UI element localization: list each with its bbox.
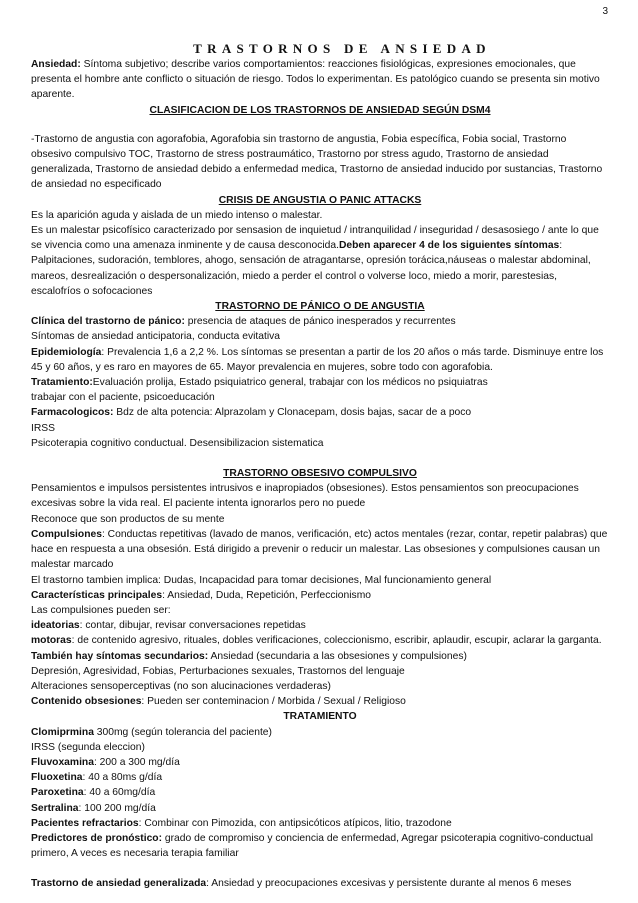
treatment-panic-line2: trabajar con el paciente, psicoeducación [31,392,215,404]
gad-label: Trastorno de ansiedad generalizada [31,878,207,890]
panic-attacks-heading: CRISIS DE ANGUSTIA O PANIC ATTACKS [218,194,422,206]
compulsions-text: : Conductas repetitivas (lavado de manos, verificación, etc) actos mentales (rezar, contar, repetir palabras) que hace en respuesta a una obsesión. Está dirigido a prevenir o reducir un malestar. Las obsesiones y compulsiones causan un malestar marcado [31,528,608,571]
clomipramine-text: 300mg (según tolerancia del paciente) [93,726,272,738]
ocd-motor [31,633,609,648]
secondary-label: También hay síntomas secundarios: [31,650,209,662]
panic-attacks-definition: Es la aparición aguda y aislada de un miedo intenso o malestar. [31,209,323,221]
gad-line [31,876,609,891]
fluvoxamine-text: : 200 a 300 mg/día [93,756,180,768]
paroxetine-text: : 40 a 60mg/día [83,787,156,799]
prognosis-label: Predictores de pronóstico: [31,832,163,844]
prognosis-text: grado de compromiso y conciencia de enfermedad, Agregar psicoterapia cognitivo-conductual primero, A veces es necesaria terapia familiar [31,832,594,860]
sertraline [31,801,609,816]
treatment-heading: TRATAMIENTO [283,711,357,723]
treatment-text: Evaluación prolija, Estado psiquiatrico general, trabajar con los médicos no psiquiatras [92,377,488,389]
panic-attacks-description [31,223,609,253]
motor-text: : de contenido agresivo, rituales, dobles verificaciones, coleccionismo, escribir, aplaudir, escupir, aclarar la garganta. [71,635,602,647]
main-features-label: Características principales [31,589,163,601]
panic-clinic [31,314,609,329]
clomipramine-label: Clomiprmina [31,726,94,738]
gad-text: : Ansiedad y preocupaciones excesivas y persistente durante al menos 6 meses [206,878,572,890]
ocd-depression: Depresión, Agresividad, Fobias, Perturbaciones sexuales, Trastornos del lenguaje [31,665,405,677]
content-text: : Pueden ser conteminacion / Morbida / Sexual / Religioso [141,696,406,708]
anxiety-definition [31,57,609,103]
ocd-ideational [31,618,609,633]
pharmacological [31,405,609,420]
fluoxetine-text: : 40 a 80ms g/día [82,772,163,784]
content-label: Contenido obsesiones [31,696,142,708]
epidemiology-label: Epidemiología [31,346,102,358]
refractory-text: : Combinar con Pimozida, con antipsicóticos atípicos, litio, trazodone [138,817,452,829]
spacer [31,861,609,876]
pharmacological-text: Bdz de alta potencia: Alprazolam y Clonacepam, dosis bajas, sacar de a poco [113,407,472,419]
ocd-implies: El trastorno tambien implica: Dudas, Incapacidad para tomar decisiones, Mal funcionamiento general [31,574,492,586]
epidemiology [31,345,609,375]
secondary-text: Ansiedad (secundaria a las obsesiones y compulsiones) [208,650,467,662]
page-number: 3 [602,6,608,17]
ocd-main-features [31,588,609,603]
motor-label: motoras [31,635,72,647]
ocd-content [31,694,609,709]
fluvoxamine [31,755,609,770]
ocd-senso: Alteraciones sensoperceptivas (no son alucinaciones verdaderas) [31,680,331,692]
pharmacological-label: Farmacologicos: [31,407,114,419]
ocd-heading: TRASTORNO OBSESIVO COMPULSIVO [223,468,417,480]
refractory-label: Pacientes refractarios [31,817,139,829]
main-features-text: : Ansiedad, Duda, Repetición, Perfeccionismo [162,589,371,601]
fluoxetine [31,770,609,785]
panic-symptoms-criteria: Deben aparecer 4 de los siguientes síntomas [338,240,560,252]
irss-line: IRSS [31,422,56,434]
panic-description-text: Es un malestar psicofísico caracterizado por sensasion de inquietud / intranquilidad / inseguridad / desasosiego / ante lo que se vivencia como una amenaza inminente y de causa desconocida. [31,225,599,252]
classification-text: -Trastorno de angustia con agorafobia, Agorafobia sin trastorno de angustia, Fobia específica, Fobia social, Trastorno obsesivo compulsivo TOC, Trastorno de stress postraumático, Trastorno por stress agudo, Trastorno de ansiedad generalizada, Trastorno de ansiedad debido a enfermedad medica, Trastorno de ansiedad inducido por sustancias, Trastorno de ansiedad no especificado [31,133,603,191]
ocd-secondary [31,649,609,664]
ideational-text: : contar, dibujar, revisar conversaciones repetidas [79,620,306,632]
ideational-label: ideatorias [31,620,80,632]
panic-symptoms-list: Palpitaciones, sudoración, temblores, ahogo, sensación de atragantarse, opresión torácica,náuseas o malestar abdominal, mareos, desrealización o despersonalización, miedo a perder el control o volverse loco, miedo a morir, parestesias, escalofríos o sofocaciones [31,255,591,297]
ocd-obsessions: Pensamientos e impulsos persistentes intrusivos e inapropiados (obsesiones). Estos pensamientos son preocupaciones excesivas sobre la vida real. El paciente intenta ignorarlos pero no puede [31,483,579,510]
fluvoxamine-label: Fluvoxamina [31,756,94,768]
paroxetine-label: Paroxetina [31,787,84,799]
epidemiology-text: : Prevalencia 1,6 a 2,2 %. Los síntomas se presentan a partir de los 20 años o más tarde. Disminuye entre los 45 y 60 años, y es raro en mayores de 65. Mayor prevalencia en mujeres, sobre todo con agorafobia. [31,346,604,373]
anxiety-label: Ansiedad: [31,59,81,70]
panic-clinic-label: Clínica del trastorno de pánico: [31,316,185,328]
paroxetine [31,785,609,800]
clomipramine [31,725,609,740]
treatment-panic [31,375,609,390]
classification-heading: CLASIFICACION DE LOS TRASTORNOS DE ANSIEDAD SEGÚN DSM4 [149,104,491,116]
psychotherapy-line: Psicoterapia cognitivo conductual. Desensibilizacion sistematica [31,437,324,449]
page-title: TRASTORNOS DE ANSIEDAD [193,41,491,56]
anxiety-text: Síntoma subjetivo; describe varios comportamientos: reacciones fisiológicas, expresiones emocionales, que presenta el hombre ante conflicto o situación de riesgo. Todos lo experimentan. Es patológico cuando se presenta sin motivo aparente. [31,59,600,101]
page-content [31,41,609,892]
refractory-patients [31,816,609,831]
colon: : [559,240,563,252]
spacer [31,451,609,466]
irss-second: IRSS (segunda eleccion) [31,741,145,753]
ocd-recognizes: Reconoce que son productos de su mente [31,513,225,525]
prognosis-predictors [31,831,609,861]
ocd-can-be: Las compulsiones pueden ser: [31,604,171,616]
spacer [31,118,609,132]
panic-clinic-text: presencia de ataques de pánico inesperados y recurrentes [184,316,456,328]
sertraline-label: Sertralina [31,802,79,814]
sertraline-text: : 100 200 mg/día [78,802,156,814]
anticipatory-anxiety: Síntomas de ansiedad anticipatoria, conducta evitativa [31,331,280,343]
treatment-label: Tratamiento: [31,377,93,389]
ocd-compulsions [31,527,609,573]
panic-disorder-heading: TRASTORNO DE PÁNICO O DE ANGUSTIA [215,301,425,313]
fluoxetine-label: Fluoxetina [31,772,83,784]
compulsions-label: Compulsiones [31,528,102,540]
